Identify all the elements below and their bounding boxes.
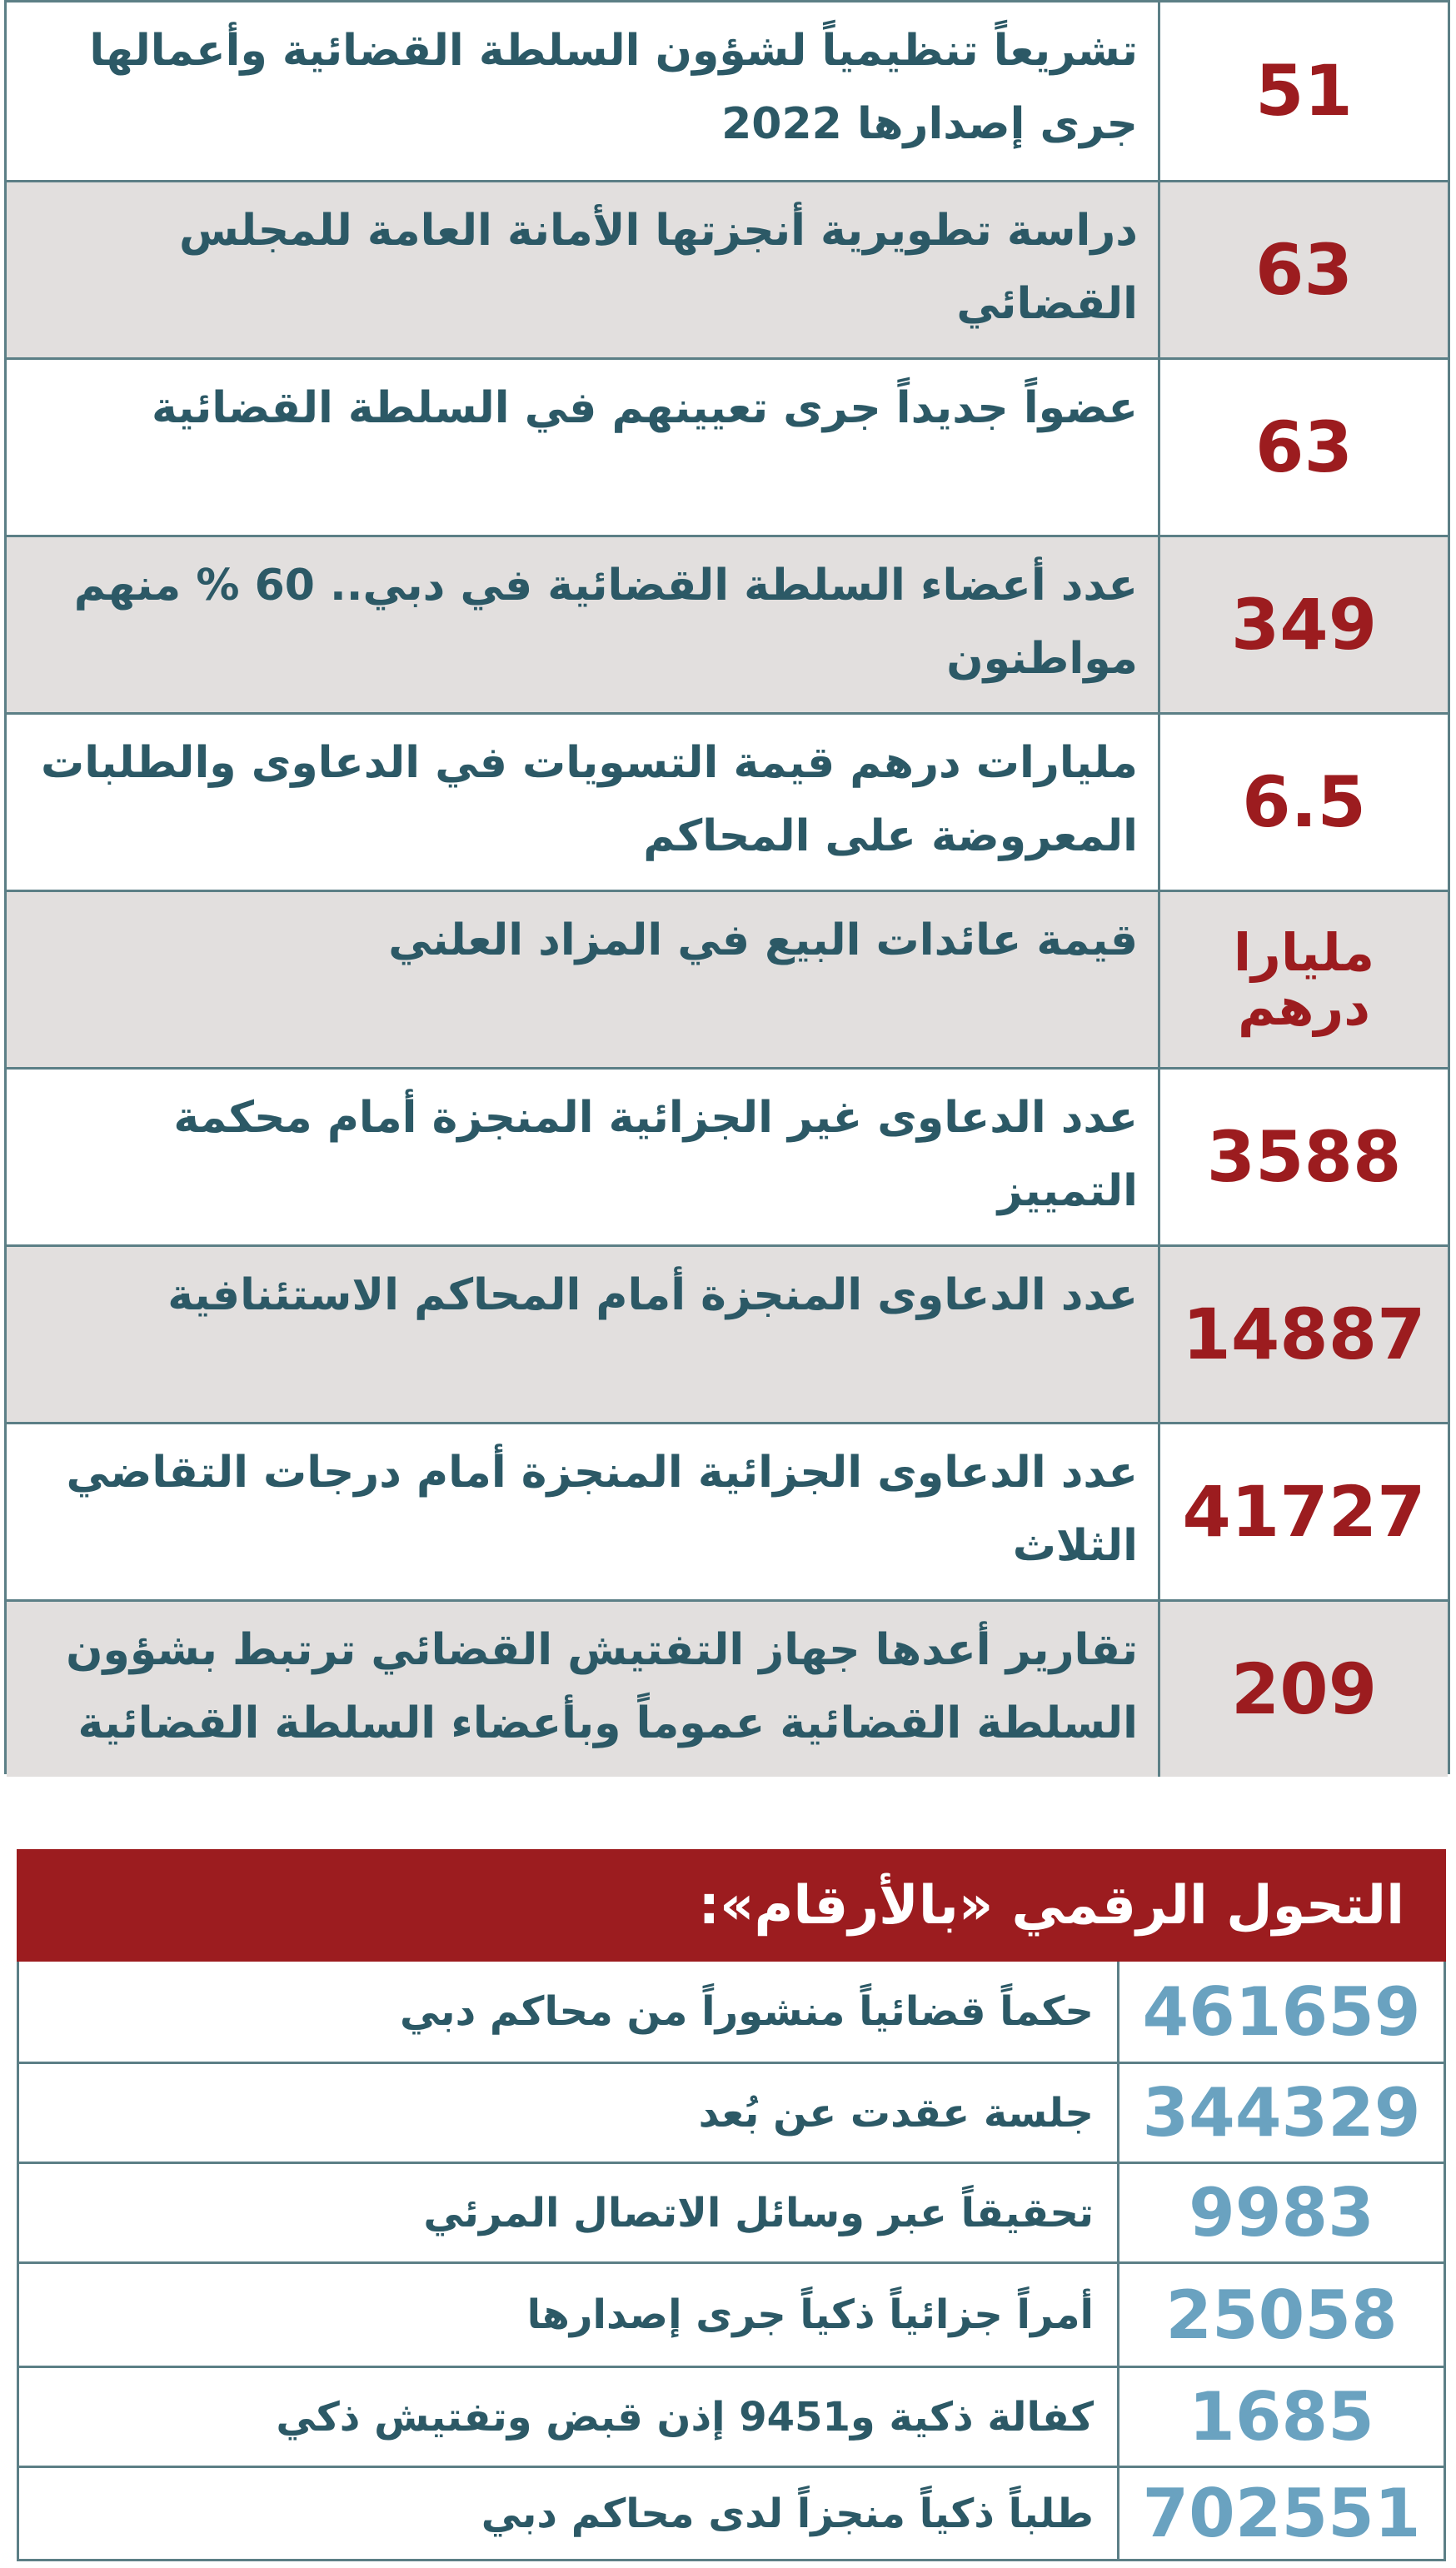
stat-number: 3588 [1158, 1070, 1448, 1244]
stat-description: عدد الدعاوى غير الجزائية المنجزة أمام محكمة التمييز [173, 1093, 1138, 1216]
digital-number: 9983 [1117, 2164, 1444, 2261]
stat-description: عضواً جديداً جرى تعيينهم في السلطة القضائية [151, 383, 1138, 433]
stat-number: 14887 [1158, 1247, 1448, 1422]
stat-row [7, 1599, 1448, 1777]
stat-number: 209 [1158, 1602, 1448, 1777]
digital-number: 1685 [1117, 2368, 1444, 2466]
stat-number: 41727 [1158, 1424, 1448, 1599]
stat-row [7, 357, 1448, 535]
stat-row [7, 180, 1448, 357]
stat-description: عدد الدعاوى المنجزة أمام المحاكم الاستئنافية [167, 1270, 1138, 1320]
stat-number: مليارا درهم [1158, 892, 1448, 1067]
stat-row [7, 1422, 1448, 1599]
digital-row [19, 2062, 1444, 2162]
digital-table [17, 1962, 1446, 2561]
stat-number: 63 [1158, 182, 1448, 357]
stats-table [4, 0, 1450, 1774]
digital-number: 461659 [1117, 1962, 1444, 2062]
stat-row [7, 712, 1448, 890]
stat-row [7, 2, 1448, 180]
digital-transformation-section [17, 1849, 1446, 2561]
digital-section-title: التحول الرقمي «بالأرقام»: [17, 1849, 1446, 1962]
stat-row [7, 890, 1448, 1067]
stat-description: عدد الدعاوى الجزائية المنجزة أمام درجات التقاضي الثلاث [66, 1448, 1138, 1571]
digital-description: جلسة عقدت عن بُعد [698, 2089, 1094, 2137]
stat-number: 349 [1158, 537, 1448, 712]
stat-description: مليارات درهم قيمة التسويات في الدعاوى والطلبات المعروضة على المحاكم [41, 738, 1138, 861]
stat-number: 51 [1158, 2, 1448, 180]
digital-description: طلباً ذكياً منجزاً لدى محاكم دبي [481, 2490, 1094, 2537]
stat-number: 6.5 [1158, 715, 1448, 890]
digital-description: حكماً قضائياً منشوراً من محاكم دبي [399, 1988, 1094, 2035]
stat-row [7, 1244, 1448, 1422]
digital-description: أمراً جزائياً ذكياً جرى إصدارها [526, 2291, 1094, 2338]
digital-description: كفالة ذكية و9451 إذن قبض وتفتيش ذكي [276, 2393, 1094, 2441]
digital-row [19, 2162, 1444, 2261]
stat-row [7, 1067, 1448, 1244]
digital-row [19, 2366, 1444, 2466]
digital-row [19, 2466, 1444, 2559]
digital-number: 702551 [1117, 2468, 1444, 2559]
stat-description: قيمة عائدات البيع في المزاد العلني [388, 915, 1138, 965]
digital-row [19, 1962, 1444, 2062]
stat-row [7, 535, 1448, 712]
stat-description: تقارير أعدها جهاز التفتيش القضائي ترتبط بشؤون السلطة القضائية عموماً وبأعضاء السلطة القضائية [66, 1625, 1138, 1748]
digital-row [19, 2261, 1444, 2366]
stat-number: 63 [1158, 360, 1448, 535]
digital-number: 25058 [1117, 2264, 1444, 2366]
digital-number: 344329 [1117, 2064, 1444, 2162]
stat-description: عدد أعضاء السلطة القضائية في دبي.. 60 % منهم مواطنون [73, 561, 1138, 684]
stat-description: دراسة تطويرية أنجزتها الأمانة العامة للمجلس القضائي [178, 206, 1138, 329]
stat-description: تشريعاً تنظيمياً لشؤون السلطة القضائية وأعمالها جرى إصدارها 2022 [89, 26, 1138, 149]
digital-description: تحقيقاً عبر وسائل الاتصال المرئي [423, 2189, 1094, 2236]
